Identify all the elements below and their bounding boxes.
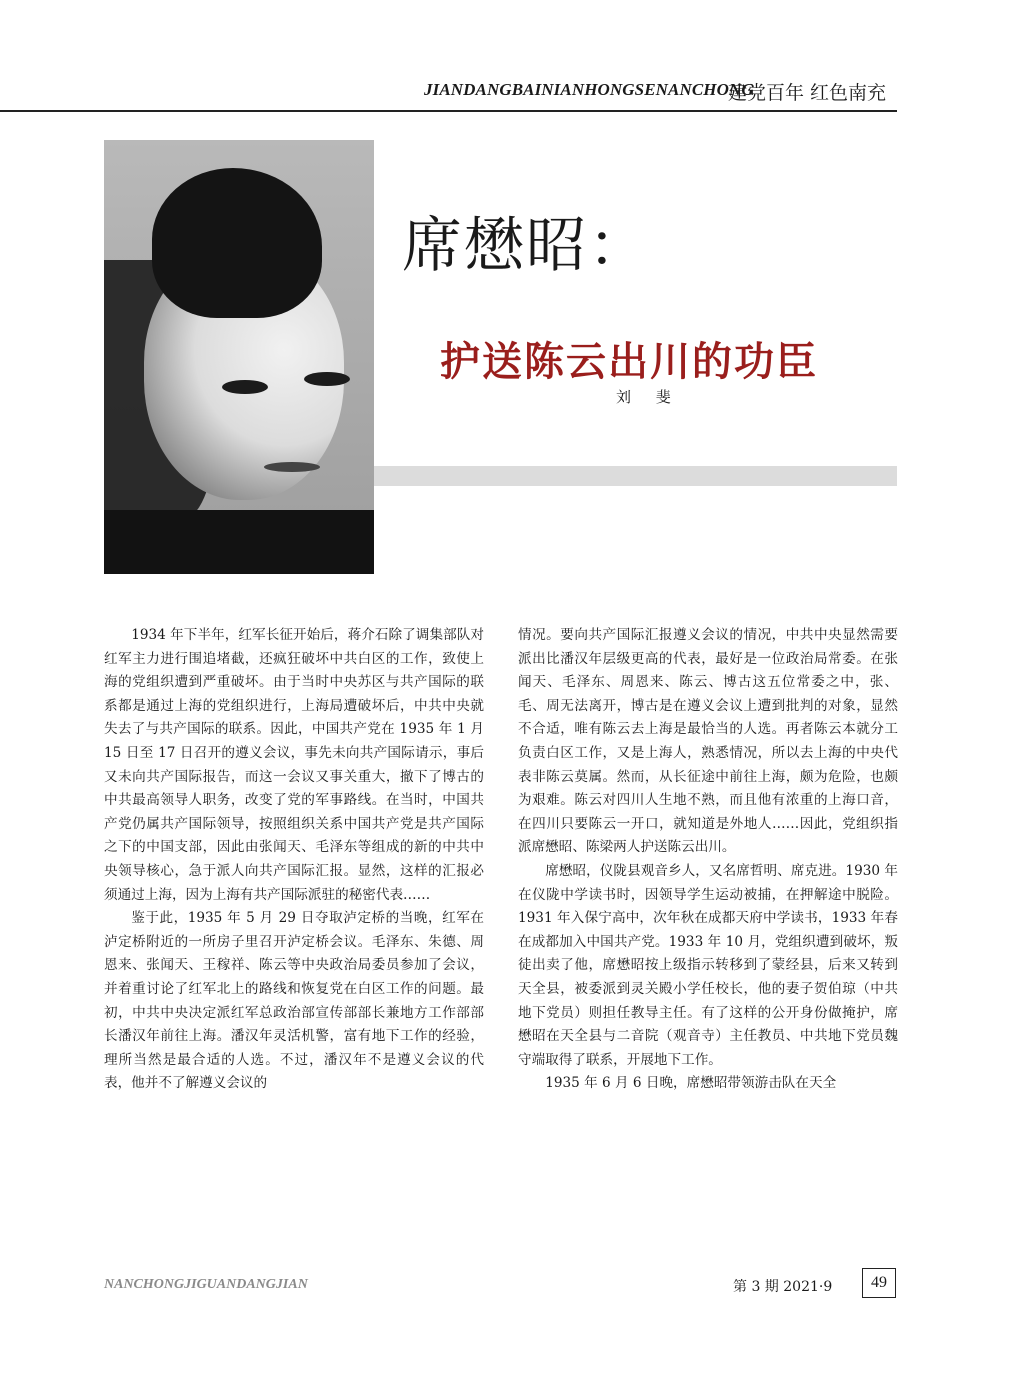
photo-mouth bbox=[264, 462, 320, 472]
paragraph: 1934 年下半年，红军长征开始后，蒋介石除了调集部队对红军主力进行围追堵截，还疯狂破坏中共白区的工作，致使上海的党组织遭到严重破坏。由于当时中央苏区与共产国际的联系都是通过上海的党组织进行，上海局遭破坏后，中共中央就失去了与共产国际的联系。因此，中国共产党在 1935 年 1 月 15 日至 17 日召开的遵义会议，事先未向共产国际请示，事后又未向共产国际报告，而这一会议又事关重大，撤下了博古的中共最高领导人职务，改变了党的军事路线。在当时，中国共产党仍属共产国际领导，按照组织关系中国共产党是共产国际之下的中国支部，因此由张闻天、毛泽东等组成的新的中共中央领导核心，急于派人向共产国际汇报。显然，这样的汇报必须通过上海，因为上海有共产国际派驻的秘密代表…… bbox=[104, 627, 484, 903]
header-divider bbox=[0, 110, 897, 112]
paragraph: 鉴于此，1935 年 5 月 29 日夺取泸定桥的当晚，红军在泸定桥附近的一所房子里召开泸定桥会议。毛泽东、朱德、周恩来、张闻天、王稼祥、陈云等中央政治局委员参加了会议，并着重讨论了红军北上的路线和恢复党在白区工作的问题。最初，中共中央决定派红军总政治部宣传部部长兼地方工作部部长潘汉年前往上海。潘汉年灵活机警，富有地下工作的经验，理所当然是最合适的人选。不过，潘汉年不是遵义会议的代表，他并不了解遵义会议的 bbox=[104, 910, 484, 1092]
decorative-band bbox=[374, 466, 897, 486]
portrait-photo bbox=[104, 140, 374, 574]
article-subtitle: 护送陈云出川的功臣 bbox=[440, 339, 818, 385]
photo-right-eye bbox=[304, 372, 350, 386]
paragraph: 席懋昭，仪陇县观音乡人，又名席哲明、席克进。1930 年在仪陇中学读书时，因领导学生运动被捕，在押解途中脱险。1931 年入保宁高中，次年秋在成都天府中学读书，1933 年春在成都加入中国共产党。1933 年 10 月，党组织遭到破坏，叛徒出卖了他，席懋昭按上级指示转移到了蒙经县，后来又转到天全县，被委派到灵关殿小学任校长，他的妻子贺伯琼（中共地下党员）则担任教导主任。有了这样的公开身份做掩护，席懋昭在天全县与二音院（观音寺）主任教员、中共地下党员魏守端取得了联系，开展地下工作。 bbox=[518, 862, 898, 1068]
photo-hair bbox=[152, 168, 322, 318]
article-author: 刘 斐 bbox=[616, 388, 681, 406]
footer-issue: 第 3 期 2021·9 bbox=[733, 1279, 833, 1295]
left-text-column bbox=[104, 624, 484, 1096]
paragraph: 1935 年 6 月 6 日晚，席懋昭带领游击队在天全 bbox=[545, 1075, 837, 1092]
running-header-latin: JIANDANGBAINIANHONGSENANCHONG bbox=[424, 80, 754, 99]
running-header-title: 建党百年 红色南充 bbox=[728, 82, 887, 104]
photo-left-eye bbox=[222, 380, 268, 394]
footer-journal-name: NANCHONGJIGUANDANGJIAN bbox=[104, 1277, 308, 1292]
page-number: 49 bbox=[862, 1268, 896, 1298]
right-text-column bbox=[518, 624, 898, 1096]
photo-body bbox=[104, 510, 374, 574]
paragraph: 情况。要向共产国际汇报遵义会议的情况，中共中央显然需要派出比潘汉年层级更高的代表，最好是一位政治局常委。在张闻天、毛泽东、周恩来、陈云、博古这五位常委之中，张、毛、周无法离开，博古是在遵义会议上遭到批判的对象，显然不合适，唯有陈云去上海是最恰当的人选。再者陈云本就分工负责白区工作，又是上海人，熟悉情况，所以去上海的中央代表非陈云莫属。然而，从长征途中前往上海，颇为危险，也颇为艰难。陈云对四川人生地不熟，而且他有浓重的上海口音，在四川只要陈云一开口，就知道是外地人……因此，党组织指派席懋昭、陈梁两人护送陈云出川。 bbox=[518, 627, 898, 856]
article-title: 席懋昭： bbox=[402, 211, 650, 281]
